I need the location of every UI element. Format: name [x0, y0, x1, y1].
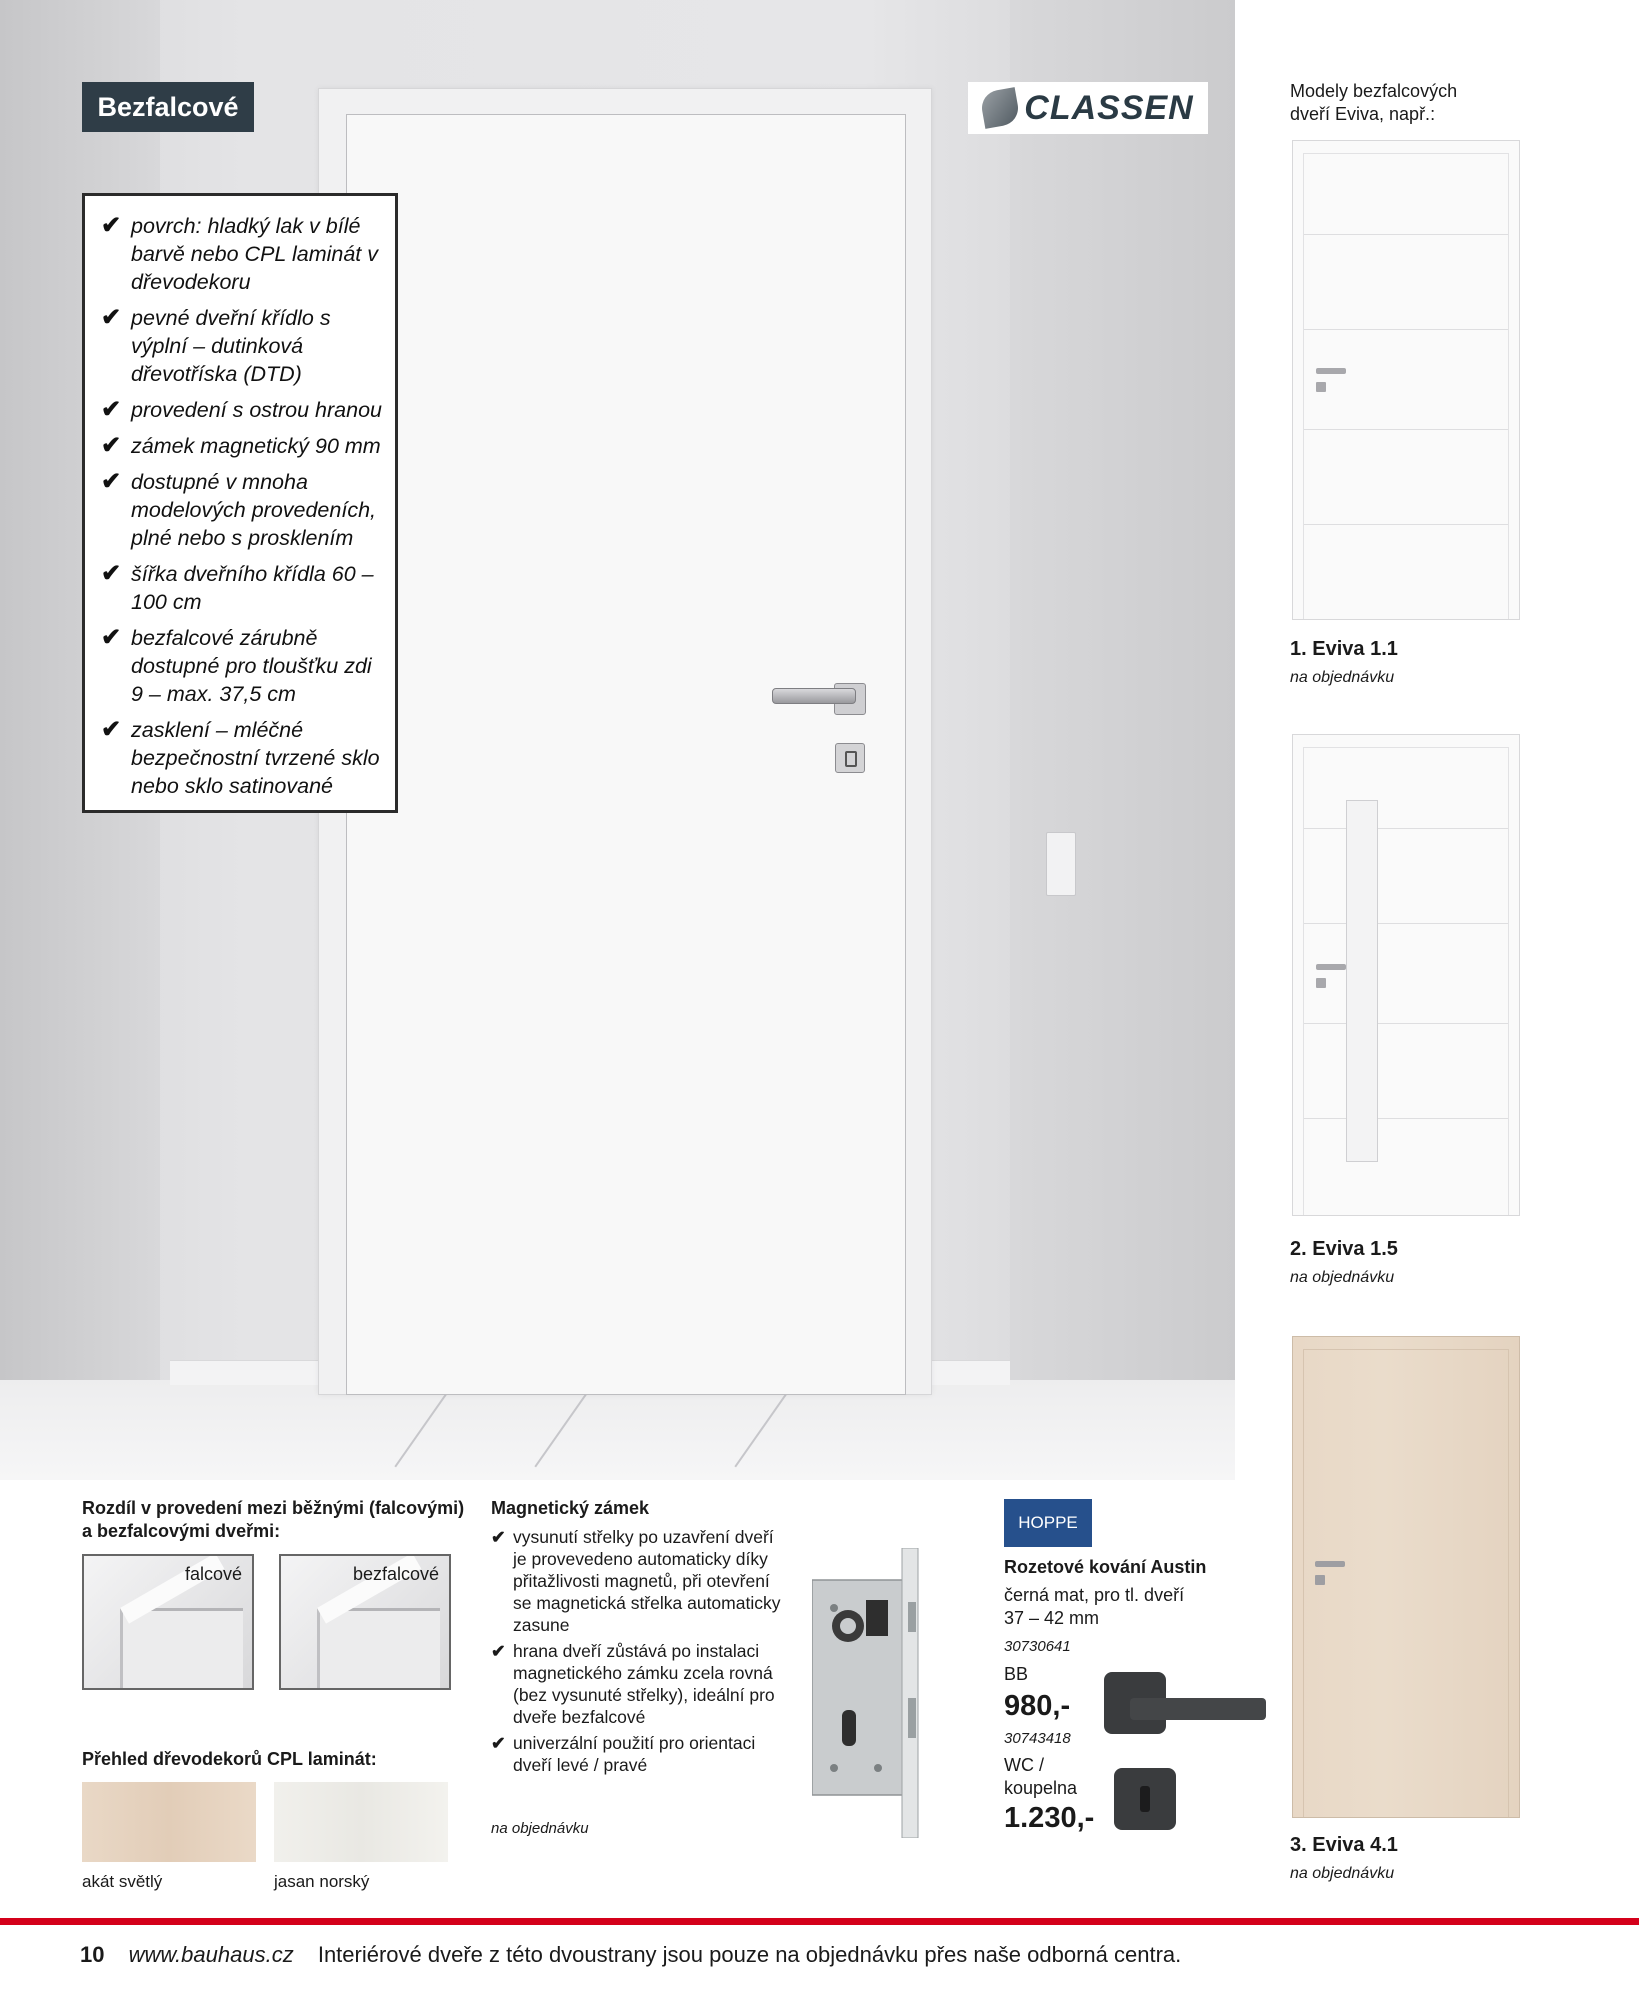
check-icon: ✔ — [101, 716, 122, 743]
door-leaf — [346, 114, 906, 1395]
door-handle — [772, 688, 856, 704]
lock-features — [491, 1526, 781, 1780]
product-code: 30743418 — [1004, 1730, 1071, 1747]
frame-rebated-illustration — [82, 1554, 254, 1690]
variant-label: WC / koupelna — [1004, 1755, 1078, 1798]
feature-item: ✔ povrch: hladký lak v bílé barvě nebo CPL laminát v dřevodekoru — [101, 212, 378, 294]
brand-name: CLASSEN — [1024, 88, 1194, 127]
decor-swatch-jasan: jasan norský — [274, 1782, 448, 1892]
glass-strip — [1346, 800, 1378, 1162]
door-model-eviva-4-1 — [1292, 1336, 1520, 1818]
wc-lock-rose — [835, 743, 865, 773]
models-intro: Modely bezfalcových dveří Eviva, např.: — [1290, 81, 1458, 124]
frame-flush-illustration — [279, 1554, 451, 1690]
marble-floor — [0, 1380, 1235, 1480]
check-icon: ✔ — [101, 624, 122, 651]
handle-icon — [1315, 1561, 1345, 1567]
check-icon: ✔ — [101, 212, 122, 239]
lock-feature-item: ✔ vysunutí střelky po uzavření dveří je provevedeno automaticky díky přitažlivosti magnetů, při otevření se magnetická střelka automaticky zasune — [491, 1527, 781, 1635]
lock-feature-item: ✔ univerzální použití pro orientaci dveří levé / pravé — [491, 1733, 756, 1775]
feature-item: ✔ bezfalcové zárubně dostupné pro tloušťku zdi 9 – max. 37,5 cm — [101, 624, 372, 706]
door-model-eviva-1-5 — [1292, 734, 1520, 1216]
model-caption: 2. Eviva 1.5 na objednávku — [1290, 1238, 1398, 1286]
handle-icon — [1316, 964, 1346, 970]
features-box — [82, 193, 398, 813]
check-icon: ✔ — [101, 560, 122, 587]
feature-item: ✔ provedení s ostrou hranou — [101, 396, 382, 423]
footer-note: Interiérové dveře z této dvoustrany jsou pouze na objednávku přes naše odborná centra. — [317, 1942, 1182, 1967]
feature-item: ✔ zasklení – mléčné bezpečnostní tvrzené sklo nebo sklo satinované — [101, 716, 380, 798]
frame-label: falcové — [184, 1564, 242, 1584]
lock-title: Magnetický zámek — [491, 1498, 650, 1518]
feature-item: ✔ šířka dveřního křídla 60 – 100 cm — [101, 560, 374, 614]
comparison-title: Rozdíl v provedení mezi běžnými (falcovými) a bezfalcovými dveřmi: — [82, 1498, 465, 1541]
door-handle-image — [1100, 1664, 1270, 1844]
category-badge: Bezfalcové — [82, 82, 254, 132]
magnetic-lock-image — [812, 1548, 922, 1838]
check-icon: ✔ — [101, 468, 122, 495]
price-wc: 1.230,- — [1004, 1802, 1095, 1834]
decor-swatch-akat: akát světlý — [82, 1782, 256, 1892]
hardware-desc: černá mat, pro tl. dveří 37 – 42 mm — [1004, 1585, 1185, 1628]
decors-title: Přehled dřevodekorů CPL laminát: — [82, 1749, 377, 1769]
page-number: 10 — [80, 1942, 105, 1967]
check-icon: ✔ — [101, 396, 122, 423]
feature-item: ✔ zámek magnetický 90 mm — [101, 432, 381, 459]
hoppe-logo: HOPPE — [1004, 1499, 1092, 1547]
lock-availability: na objednávku — [491, 1820, 589, 1837]
model-caption: 1. Eviva 1.1 na objednávku — [1290, 638, 1398, 686]
handle-icon — [1316, 368, 1346, 374]
lock-feature-item: ✔ hrana dveří zůstává po instalaci magnetického zámku zcela rovná (bez vysunuté střelky), ideální pro dveře bezfalcové — [491, 1641, 775, 1727]
frame-label: bezfalcové — [352, 1564, 439, 1584]
check-icon: ✔ — [101, 304, 122, 331]
feature-item: ✔ dostupné v mnoha modelových provedeních, plné nebo s prosklením — [101, 468, 377, 550]
footer-divider — [0, 1918, 1639, 1925]
rose-icon — [1316, 978, 1326, 988]
website-link[interactable]: www.bauhaus.cz — [128, 1942, 294, 1967]
product-code: 30730641 — [1004, 1638, 1071, 1655]
price-bb: 980,- — [1004, 1690, 1071, 1722]
page-footer — [80, 1942, 1181, 1968]
light-switch — [1046, 832, 1076, 896]
right-wall — [1010, 0, 1235, 1420]
feature-item: ✔ pevné dveřní křídlo s výplní – dutinková dřevotříska (DTD) — [101, 304, 331, 386]
rose-icon — [1315, 1575, 1325, 1585]
door-model-eviva-1-1 — [1292, 140, 1520, 620]
variant-label: BB — [1004, 1664, 1029, 1684]
hardware-title: Rozetové kování Austin — [1004, 1557, 1207, 1577]
classen-logo — [968, 82, 1208, 134]
model-caption: 3. Eviva 4.1 na objednávku — [1290, 1834, 1398, 1882]
leaf-icon — [979, 87, 1021, 129]
rose-icon — [1316, 382, 1326, 392]
check-icon: ✔ — [101, 432, 122, 459]
